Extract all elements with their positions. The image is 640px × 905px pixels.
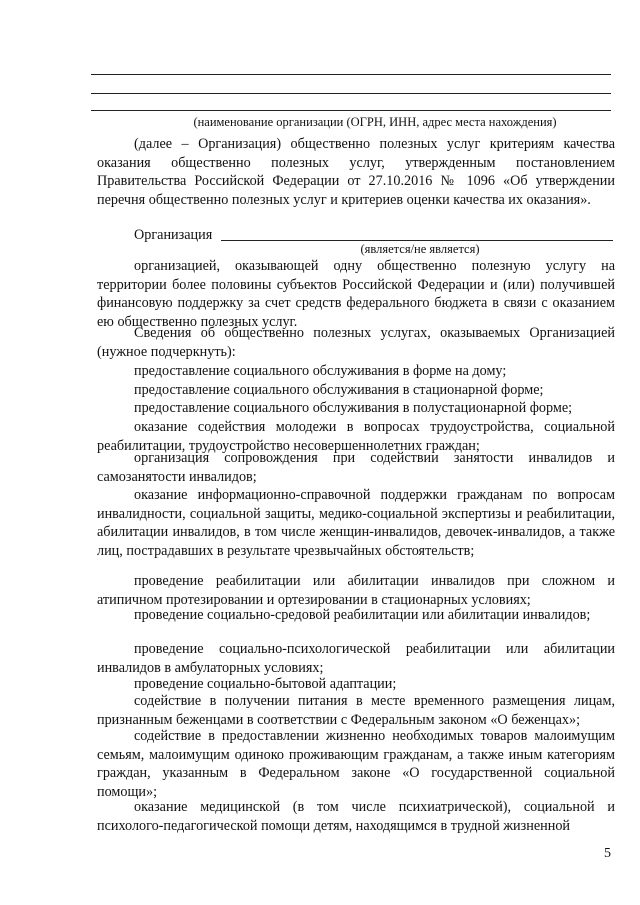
status-paragraph: организацией, оказывающей одну общественно полезную услугу на территории более половины субъектов Российской Федерации и (или) получившей финансовую поддержку за счет средств федерального бюджета в связи с оказанием ею общественно полезных услуг. <box>97 258 615 330</box>
service-item[interactable]: предоставление социального обслуживания в стационарной форме; <box>134 382 544 398</box>
service-item[interactable]: предоставление социального обслуживания в полустационарной форме; <box>134 400 573 416</box>
blank-line-1[interactable] <box>91 74 611 75</box>
service-item[interactable]: оказание информационно-справочной поддержки гражданам по вопросам инвалидности, социальной защиты, медико-социальной экспертизы и реабилитации, абилитации инвалидов, в том числе женщин-инвалидов, девочек-инвалидов, а также лиц, пострадавших в результате чрезвычайных обстоятельств; <box>97 487 615 559</box>
blank-line-2[interactable] <box>91 93 611 94</box>
service-item[interactable]: предоставление социального обслуживания в форме на дому; <box>134 363 507 379</box>
service-item[interactable]: проведение социально-средовой реабилитации или абилитации инвалидов; <box>134 607 591 623</box>
service-item[interactable]: проведение реабилитации или абилитации инвалидов при сложном и атипичном протезировании и ортезировании в стационарных условиях; <box>97 573 615 608</box>
service-item[interactable]: содействие в получении питания в месте временного размещения лицам, признанным беженцами в соответствии с Федеральным законом «О беженцах»; <box>97 693 615 728</box>
organization-name-caption: (наименование организации (ОГРН, ИНН, адрес места нахождения) <box>193 115 557 129</box>
blank-line-3[interactable] <box>91 110 611 111</box>
intro-paragraph: (далее – Организация) общественно полезных услуг критериям качества оказания общественно полезных услуг, утвержденным постановлением Правительства Российской Федерации от 27.10.2016 № 1096 «Об утверждении перечня общественно полезных услуг и критериев оценки качества их оказания». <box>97 136 615 208</box>
page-number: 5 <box>604 846 611 861</box>
service-item[interactable]: проведение социально-психологической реабилитации или абилитации инвалидов в амбулаторных условиях; <box>97 641 615 676</box>
organization-label: Организация <box>134 227 213 243</box>
service-item[interactable]: оказание содействия молодежи в вопросах трудоустройства, социальной реабилитации, трудоустройство несовершеннолетних граждан; <box>97 419 615 454</box>
service-item[interactable]: оказание медицинской (в том числе психиатрической), социальной и психолого-педагогической помощи детям, находящимся в трудной жизненной <box>97 799 615 834</box>
service-item[interactable]: организация сопровождения при содействии занятости инвалидов и самозанятости инвалидов; <box>97 450 615 485</box>
organization-status-caption: (является/не является) <box>360 242 480 256</box>
service-item[interactable]: проведение социально-бытовой адаптации; <box>134 676 397 692</box>
organization-status-field[interactable] <box>221 240 613 241</box>
service-item[interactable]: содействие в предоставлении жизненно необходимых товаров малоимущим семьям, малоимущим одиноко проживающим гражданам, а также иным категориям граждан, указанным в Федеральном законе «О государственной социальной помощи»; <box>97 728 615 800</box>
services-heading: Сведения об общественно полезных услугах, оказываемых Организацией (нужное подчеркнуть): <box>97 325 615 360</box>
